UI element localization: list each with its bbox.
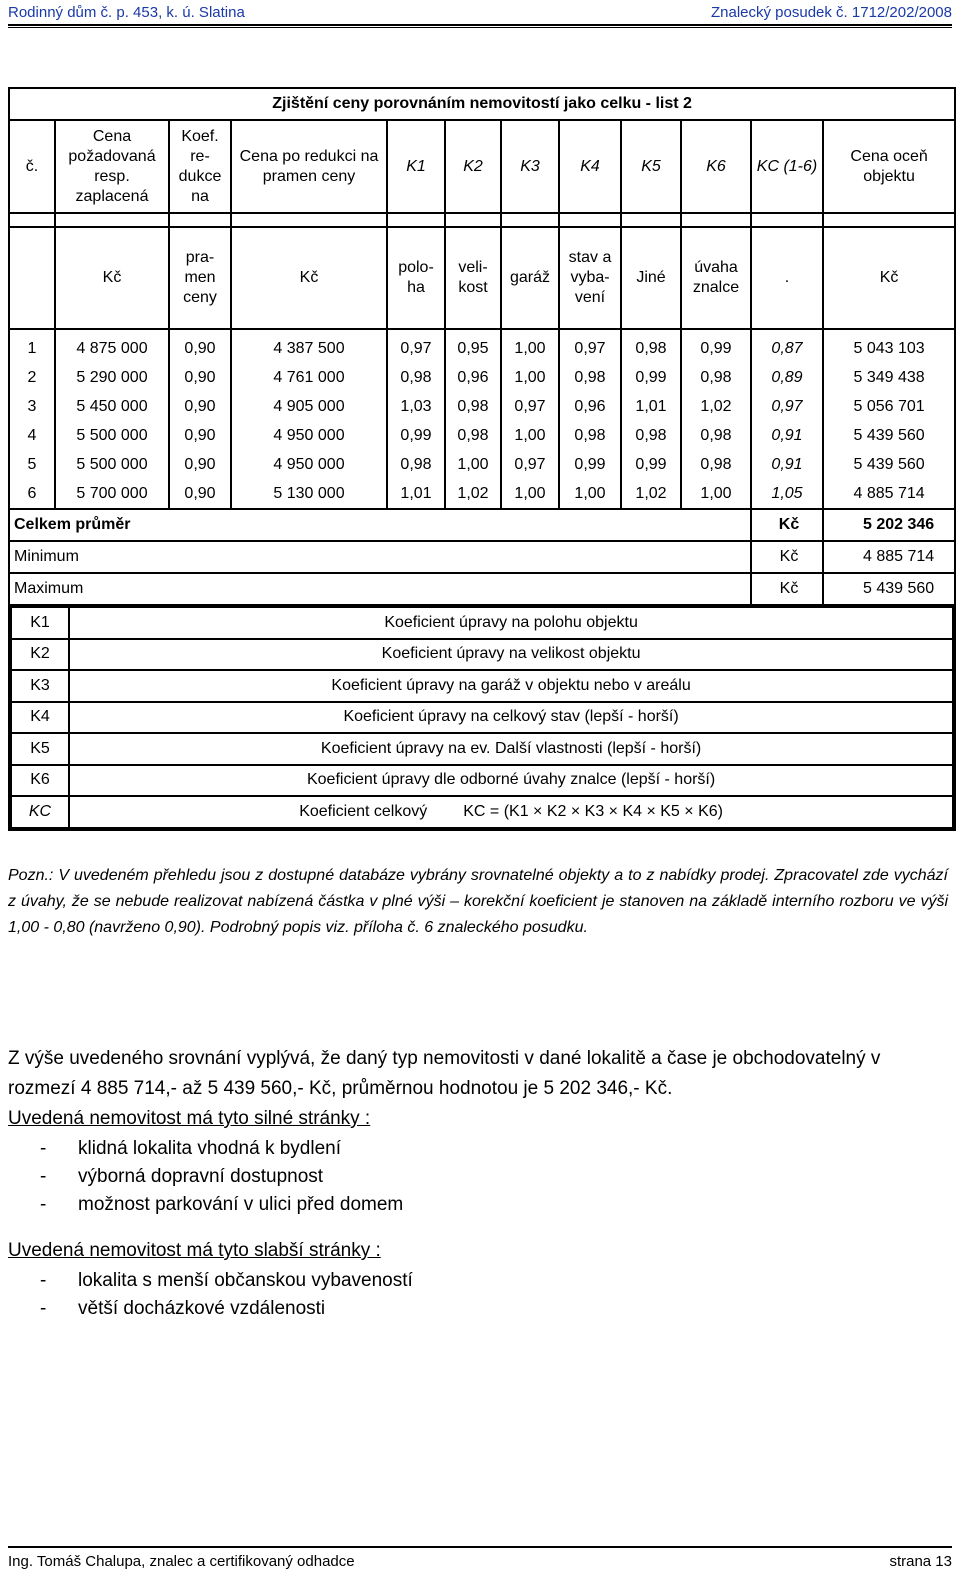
cell-k2: 1,02: [445, 479, 501, 509]
cell-k6: 0,98: [681, 363, 751, 392]
table-title: Zjištění ceny porovnáním nemovitostí jako celku - list 2: [9, 88, 955, 120]
unit-ocen: Kč: [823, 227, 955, 329]
unit-k6: úvaha znalce: [681, 227, 751, 329]
conclusion-paragraph: Z výše uvedeného srovnání vyplývá, že daný typ nemovitosti v dané lokalitě a čase je obchodovatelný v rozmezí 4 885 714,- až 5 439 560,- Kč, průměrnou hodnotou je 5 202 346,- Kč.: [8, 1048, 881, 1099]
header-right: Znalecký posudek č. 1712/202/2008: [710, 4, 952, 21]
cell-k6: 0,99: [681, 329, 751, 363]
legend-item: K6 Koeficient úpravy dle odborné úvahy znalce (lepší - horší): [11, 765, 953, 797]
cell-k4: 1,00: [559, 479, 621, 509]
cell-cena: 5 700 000: [55, 479, 169, 509]
col-kc: KC (1-6): [751, 120, 823, 213]
cell-k2: 0,95: [445, 329, 501, 363]
cell-ocen: 5 439 560: [823, 421, 955, 450]
unit-po: Kč: [231, 227, 387, 329]
cell-k1: 0,98: [387, 450, 445, 479]
cell-koef: 0,90: [169, 450, 231, 479]
cell-k6: 0,98: [681, 421, 751, 450]
footer-page-number: strana 13: [889, 1553, 952, 1570]
coefficient-legend: [10, 606, 954, 829]
unit-k5: Jiné: [621, 227, 681, 329]
cell-po: 4 387 500: [231, 329, 387, 363]
cell-kc: 0,91: [751, 450, 823, 479]
cell-k2: 0,98: [445, 392, 501, 421]
summary-unit: Kč: [751, 509, 823, 541]
cell-k5: 0,99: [621, 363, 681, 392]
table-row: [9, 479, 955, 509]
cell-koef: 0,90: [169, 392, 231, 421]
cell-k5: 1,02: [621, 479, 681, 509]
cell-k3: 1,00: [501, 363, 559, 392]
cell-k3: 1,00: [501, 479, 559, 509]
col-po: Cena po redukci na pramen ceny: [231, 120, 387, 213]
weaknesses-heading: Uvedená nemovitost má tyto slabší stránky :: [8, 1240, 381, 1261]
table-row: [9, 421, 955, 450]
cell-koef: 0,90: [169, 421, 231, 450]
cell-n: 6: [9, 479, 55, 509]
cell-koef: 0,90: [169, 329, 231, 363]
footer-author: Ing. Tomáš Chalupa, znalec a certifikovaný odhadce: [8, 1553, 355, 1570]
col-k4: K4: [559, 120, 621, 213]
unit-k4: stav a vyba- vení: [559, 227, 621, 329]
legend-item: K1 Koeficient úpravy na polohu objektu: [11, 607, 953, 639]
cell-k3: 1,00: [501, 421, 559, 450]
summary-unit: Kč: [751, 573, 823, 605]
summary-row-min: [9, 541, 955, 573]
summary-label: Maximum: [9, 573, 751, 605]
cell-cena: 5 450 000: [55, 392, 169, 421]
col-koef: Koef. re- dukce na: [169, 120, 231, 213]
summary-label: Celkem průměr: [9, 509, 751, 541]
table-unit-row: [9, 227, 955, 329]
cell-k5: 1,01: [621, 392, 681, 421]
col-k1: K1: [387, 120, 445, 213]
cell-ocen: 5 056 701: [823, 392, 955, 421]
strength-item: - klidná lokalita vhodná k bydlení: [40, 1138, 342, 1159]
strength-item: - výborná dopravní dostupnost: [40, 1166, 324, 1187]
cell-po: 4 950 000: [231, 450, 387, 479]
cell-k4: 0,97: [559, 329, 621, 363]
table-row: [9, 329, 955, 363]
legend-item: K2 Koeficient úpravy na velikost objektu: [11, 639, 953, 671]
cell-k2: 0,96: [445, 363, 501, 392]
summary-value: 5 202 346: [823, 509, 955, 541]
unit-k2: veli- kost: [445, 227, 501, 329]
note-paragraph: Pozn.: V uvedeném přehledu jsou z dostupné databáze vybrány srovnatelné objekty a to z nabídky prodej. Zpracovatel zde vychází z úvahy, že se nebude realizovat nabízená částka v plné výši – korekční koeficient je stanoven na základě interního rozboru ve výši 1,00 - 0,80 (navrženo 0,90). Podrobný popis viz. příloha č. 6 znaleckého posudku.: [8, 867, 948, 936]
cell-n: 2: [9, 363, 55, 392]
cell-n: 4: [9, 421, 55, 450]
cell-k1: 1,03: [387, 392, 445, 421]
cell-k4: 0,98: [559, 363, 621, 392]
cell-k5: 0,98: [621, 329, 681, 363]
cell-k6: 1,02: [681, 392, 751, 421]
cell-cena: 5 500 000: [55, 450, 169, 479]
cell-po: 4 950 000: [231, 421, 387, 450]
cell-kc: 0,89: [751, 363, 823, 392]
cell-cena: 5 500 000: [55, 421, 169, 450]
unit-k1: polo- ha: [387, 227, 445, 329]
comparison-table: [8, 87, 956, 831]
table-row: [9, 363, 955, 392]
summary-label: Minimum: [9, 541, 751, 573]
cell-koef: 0,90: [169, 363, 231, 392]
table-row: [9, 392, 955, 421]
unit-kc: .: [751, 227, 823, 329]
legend-item: K5 Koeficient úpravy na ev. Další vlastnosti (lepší - horší): [11, 733, 953, 765]
weakness-item: - lokalita s menší občanskou vybaveností: [40, 1270, 413, 1291]
unit-cena: Kč: [55, 227, 169, 329]
col-cena: Cena požadovaná resp. zaplacená: [55, 120, 169, 213]
cell-k3: 0,97: [501, 392, 559, 421]
col-k2: K2: [445, 120, 501, 213]
strengths-heading: Uvedená nemovitost má tyto silné stránky :: [8, 1108, 371, 1129]
cell-k1: 1,01: [387, 479, 445, 509]
summary-row-max: [9, 573, 955, 605]
legend-cell: [9, 605, 955, 830]
unit-k3: garáž: [501, 227, 559, 329]
page-footer: [8, 1546, 952, 1570]
cell-k1: 0,98: [387, 363, 445, 392]
header-divider: [8, 27, 952, 28]
legend-item: KC Koeficient celkový KC = (K1 × K2 × K3 × K4 × K5 × K6): [11, 796, 953, 828]
strength-item: - možnost parkování v ulici před domem: [40, 1194, 404, 1215]
cell-k1: 0,99: [387, 421, 445, 450]
summary-row-avg: [9, 509, 955, 541]
legend-item: K4 Koeficient úpravy na celkový stav (lepší - horší): [11, 702, 953, 734]
cell-kc: 1,05: [751, 479, 823, 509]
cell-cena: 4 875 000: [55, 329, 169, 363]
cell-n: 1: [9, 329, 55, 363]
cell-kc: 0,91: [751, 421, 823, 450]
cell-koef: 0,90: [169, 479, 231, 509]
col-ocen: Cena oceň objektu: [823, 120, 955, 213]
cell-n: 3: [9, 392, 55, 421]
cell-k5: 0,99: [621, 450, 681, 479]
col-k3: K3: [501, 120, 559, 213]
cell-ocen: 5 349 438: [823, 363, 955, 392]
cell-kc: 0,97: [751, 392, 823, 421]
cell-k4: 0,96: [559, 392, 621, 421]
cell-k2: 1,00: [445, 450, 501, 479]
cell-k4: 0,99: [559, 450, 621, 479]
weakness-item: - větší docházkové vzdálenosti: [40, 1298, 326, 1319]
kc-formula: KC = (K1 × K2 × K3 × K4 × K5 × K6): [463, 802, 723, 820]
cell-po: 4 761 000: [231, 363, 387, 392]
cell-k5: 0,98: [621, 421, 681, 450]
summary-value: 5 439 560: [823, 573, 955, 605]
summary-value: 4 885 714: [823, 541, 955, 573]
col-no: č.: [9, 120, 55, 213]
cell-kc: 0,87: [751, 329, 823, 363]
header-left: Rodinný dům č. p. 453, k. ú. Slatina: [8, 4, 245, 21]
table-row: [9, 450, 955, 479]
cell-k1: 0,97: [387, 329, 445, 363]
cell-k6: 0,98: [681, 450, 751, 479]
cell-n: 5: [9, 450, 55, 479]
legend-item: K3 Koeficient úpravy na garáž v objektu nebo v areálu: [11, 670, 953, 702]
cell-k6: 1,00: [681, 479, 751, 509]
cell-k4: 0,98: [559, 421, 621, 450]
col-k5: K5: [621, 120, 681, 213]
cell-cena: 5 290 000: [55, 363, 169, 392]
cell-k3: 0,97: [501, 450, 559, 479]
cell-k2: 0,98: [445, 421, 501, 450]
cell-ocen: 5 439 560: [823, 450, 955, 479]
cell-k3: 1,00: [501, 329, 559, 363]
cell-po: 4 905 000: [231, 392, 387, 421]
unit-koef: pra- men ceny: [169, 227, 231, 329]
page-header: [8, 2, 952, 26]
cell-po: 5 130 000: [231, 479, 387, 509]
cell-ocen: 5 043 103: [823, 329, 955, 363]
col-k6: K6: [681, 120, 751, 213]
table-header-row: [9, 120, 955, 213]
summary-unit: Kč: [751, 541, 823, 573]
cell-ocen: 4 885 714: [823, 479, 955, 509]
